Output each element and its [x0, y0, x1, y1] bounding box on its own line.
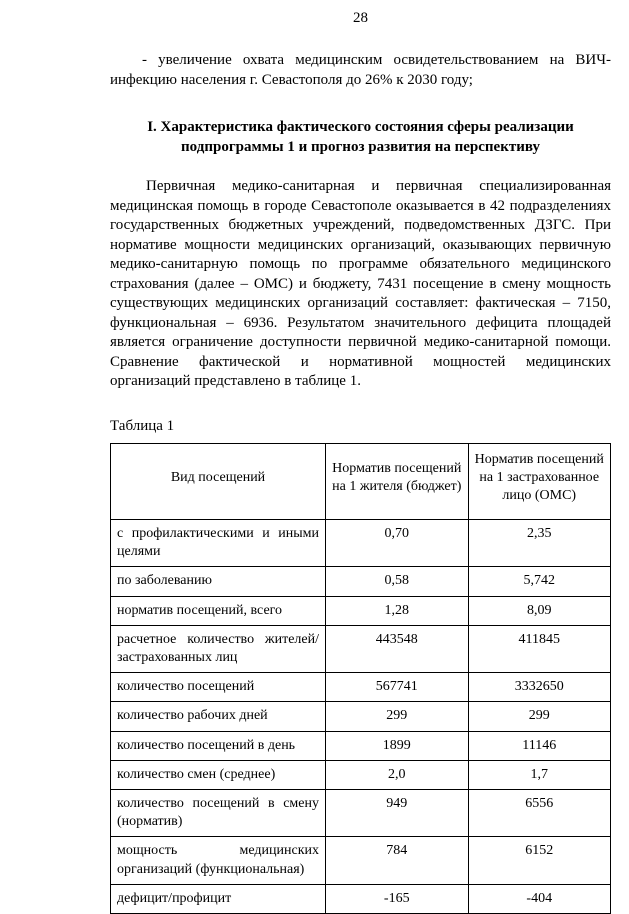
budget-value-cell: 949 — [326, 789, 469, 836]
table-caption: Таблица 1 — [110, 417, 175, 434]
table-row — [111, 884, 611, 913]
table-row — [111, 596, 611, 625]
budget-value-cell: 784 — [326, 837, 469, 884]
table-row — [111, 702, 611, 731]
oms-value-cell: 2,35 — [468, 520, 611, 567]
table-row — [111, 567, 611, 596]
table-row — [111, 760, 611, 789]
table-row — [111, 673, 611, 702]
table-row — [111, 789, 611, 836]
oms-value-cell: 3332650 — [468, 673, 611, 702]
row-label-cell: количество посещений — [111, 673, 326, 702]
page-number: 28 — [353, 10, 368, 26]
oms-value-cell: 11146 — [468, 731, 611, 760]
table-header-row — [111, 443, 611, 520]
bullet-paragraph: - увеличение охвата медицинским освидетельствованием на ВИЧ-инфекцию населения г. Севастополя до 26% к 2030 году; — [110, 52, 611, 88]
row-label-cell: количество посещений в день — [111, 731, 326, 760]
budget-value-cell: 443548 — [326, 625, 469, 672]
budget-value-cell: 1,28 — [326, 596, 469, 625]
header-visit-type: Вид посещений — [111, 443, 326, 520]
oms-value-cell: 1,7 — [468, 760, 611, 789]
budget-value-cell: -165 — [326, 884, 469, 913]
header-budget-norm: Норматив посещений на 1 жителя (бюджет) — [326, 443, 469, 520]
row-label-cell: дефицит/профицит — [111, 884, 326, 913]
oms-value-cell: 5,742 — [468, 567, 611, 596]
oms-value-cell: 411845 — [468, 625, 611, 672]
oms-value-cell: 299 — [468, 702, 611, 731]
table-row — [111, 520, 611, 567]
budget-value-cell: 0,58 — [326, 567, 469, 596]
visits-norms-table — [110, 443, 611, 914]
oms-value-cell: 6152 — [468, 837, 611, 884]
oms-value-cell: 8,09 — [468, 596, 611, 625]
budget-value-cell: 2,0 — [326, 760, 469, 789]
budget-value-cell: 567741 — [326, 673, 469, 702]
row-label-cell: мощность медицинских организаций (функциональная) — [111, 837, 326, 884]
section-heading: I. Характеристика фактического состояния сферы реализации подпрограммы 1 и прогноз развития на перспективу — [147, 119, 574, 155]
row-label-cell: количество смен (среднее) — [111, 760, 326, 789]
oms-value-cell: -404 — [468, 884, 611, 913]
budget-value-cell: 0,70 — [326, 520, 469, 567]
body-paragraph: Первичная медико-санитарная и первичная специализированная медицинская помощь в городе Севастополе оказывается в 42 подразделениях государственных бюджетных учреждений, подведомственных ДЗГС. При нормативе мощности медицинских организаций, оказывающих первичную медико-санитарную помощь по программе обязательного медицинского страхования (далее – ОМС) и бюджету, 7431 посещение в смену мощность существующих медицинских организаций составляет: фактическая – 7150, функциональная – 6936. Результатом значительного дефицита площадей является ограничение доступности первичной медико-санитарной помощи. Сравнение фактической и нормативной мощностей медицинских организаций представлено в таблице 1. — [110, 178, 611, 389]
row-label-cell: количество посещений в смену (норматив) — [111, 789, 326, 836]
table-row — [111, 837, 611, 884]
row-label-cell: расчетное количество жителей/застрахованных лиц — [111, 625, 326, 672]
row-label-cell: норматив посещений, всего — [111, 596, 326, 625]
budget-value-cell: 299 — [326, 702, 469, 731]
row-label-cell: количество рабочих дней — [111, 702, 326, 731]
budget-value-cell: 1899 — [326, 731, 469, 760]
table-row — [111, 625, 611, 672]
header-oms-norm: Норматив посещений на 1 застрахованное лицо (ОМС) — [468, 443, 611, 520]
row-label-cell: по заболеванию — [111, 567, 326, 596]
table-row — [111, 731, 611, 760]
oms-value-cell: 6556 — [468, 789, 611, 836]
row-label-cell: с профилактическими и иными целями — [111, 520, 326, 567]
